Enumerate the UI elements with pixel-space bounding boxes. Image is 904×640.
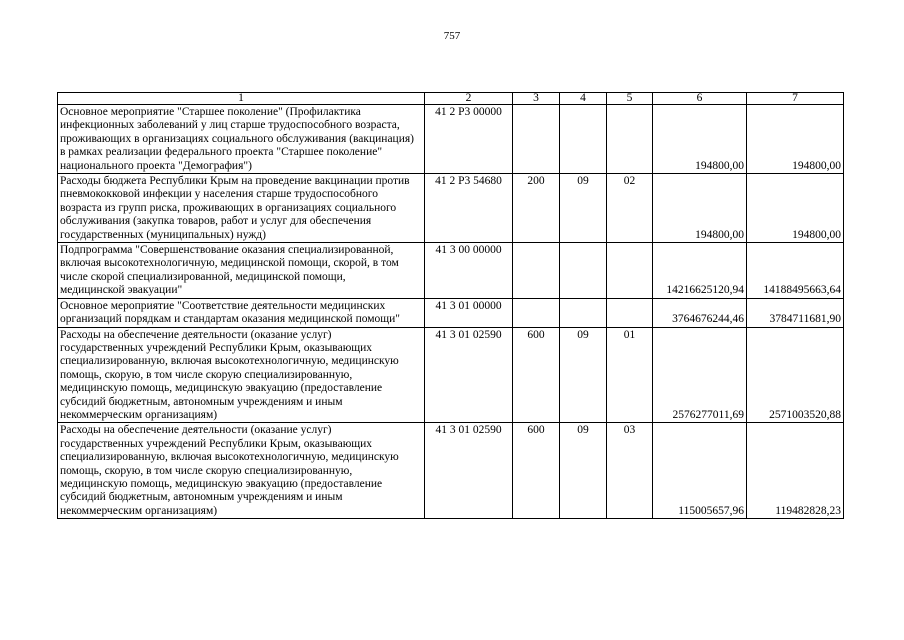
subsection-cell: 01 <box>607 327 653 423</box>
table-row <box>58 298 844 327</box>
item-name-line: Расходы на обеспечение деятельности (оказание услуг) <box>60 328 332 341</box>
subsection-cell: 03 <box>607 423 653 519</box>
item-name-line: специализированную, включая высокотехнологичную, медицинскую <box>60 355 399 368</box>
code-cell: 41 3 01 02590 <box>425 327 513 423</box>
header-cell-5: 5 <box>607 93 653 105</box>
amount-col7-cell: 3784711681,90 <box>747 298 844 327</box>
item-name-line: государственных учреждений Республики Крым, оказывающих <box>60 437 373 450</box>
table-row <box>58 243 844 299</box>
subsection-cell <box>607 105 653 174</box>
item-name-line: Основное мероприятие "Старшее поколение" (Профилактика <box>60 106 361 118</box>
code-cell: 41 3 01 00000 <box>425 298 513 327</box>
header-cell-3: 3 <box>513 93 560 105</box>
item-name-cell <box>58 105 425 174</box>
amount-col6-cell: 194800,00 <box>653 174 747 243</box>
item-name-line: специализированную, включая высокотехнологичную, медицинскую <box>60 451 399 464</box>
section-cell: 09 <box>560 423 607 519</box>
amount-col7-cell: 194800,00 <box>747 105 844 174</box>
item-name-line: субсидий бюджетным, автономным учреждениям и иным <box>60 491 343 504</box>
amount-col6-cell: 2576277011,69 <box>653 327 747 423</box>
amount-col6-cell: 3764676244,46 <box>653 298 747 327</box>
code-cell: 41 3 01 02590 <box>425 423 513 519</box>
item-name-line: пневмококковой инфекции у населения старше трудоспособного <box>60 188 378 201</box>
item-name-line: организаций порядкам и стандартам оказания медицинской помощи" <box>60 313 401 326</box>
item-name-line: возраста из групп риска, проживающих в организациях социального <box>60 201 397 214</box>
section-cell: 09 <box>560 327 607 423</box>
expense-type-cell: 600 <box>513 423 560 519</box>
item-name-cell <box>58 174 425 243</box>
page-number: 757 <box>443 30 461 42</box>
subsection-cell <box>607 243 653 299</box>
section-cell <box>560 105 607 174</box>
subsection-cell <box>607 298 653 327</box>
section-cell <box>560 298 607 327</box>
item-name-cell <box>58 327 425 423</box>
section-cell: 09 <box>560 174 607 243</box>
item-name-line: Расходы на обеспечение деятельности (оказание услуг) <box>60 424 332 437</box>
amount-col6-cell: 14216625120,94 <box>653 243 747 299</box>
table-row <box>58 174 844 243</box>
item-name-cell <box>58 423 425 519</box>
item-name-cell <box>58 243 425 299</box>
item-name-line: инфекционных заболеваний у лиц старше трудоспособного возраста, <box>60 119 400 132</box>
expense-type-cell <box>513 298 560 327</box>
section-cell <box>560 243 607 299</box>
item-name-line: числе скорой специализированной, медицинской помощи, <box>60 270 346 283</box>
header-cell-6: 6 <box>653 93 747 105</box>
item-name-line: субсидий бюджетным, автономным учреждениям и иным <box>60 395 343 408</box>
item-name-line: Расходы бюджета Республики Крым на проведение вакцинации против <box>60 175 410 188</box>
header-cell-4: 4 <box>560 93 607 105</box>
item-name-line: государственных (муниципальных) нужд) <box>60 228 266 241</box>
item-name-line: включая высокотехнологичную, медицинской помощи, скорой, в том <box>60 257 399 270</box>
amount-col6-cell: 194800,00 <box>653 105 747 174</box>
amount-col7-cell: 194800,00 <box>747 174 844 243</box>
item-name-line: национального проекта "Демография") <box>60 159 252 172</box>
item-name-line: медицинской эвакуации" <box>60 284 183 297</box>
item-name-cell <box>58 298 425 327</box>
amount-col7-cell: 14188495663,64 <box>747 243 844 299</box>
code-cell: 41 2 Р3 54680 <box>425 174 513 243</box>
header-cell-2: 2 <box>425 93 513 105</box>
budget-table <box>57 92 844 519</box>
subsection-cell: 02 <box>607 174 653 243</box>
expense-type-cell <box>513 243 560 299</box>
code-cell: 41 2 Р3 00000 <box>425 105 513 174</box>
item-name-line: обслуживания (закупка товаров, работ и услуг для обеспечения <box>60 215 372 228</box>
item-name-line: медицинскую помощь, медицинскую эвакуацию (предоставление <box>60 382 383 395</box>
table-row <box>58 423 844 519</box>
expense-type-cell: 200 <box>513 174 560 243</box>
header-cell-1: 1 <box>58 93 425 105</box>
item-name-line: помощь, скорую, в том числе скорую специализированную, <box>60 368 353 381</box>
item-name-line: государственных учреждений Республики Крым, оказывающих <box>60 341 373 354</box>
amount-col6-cell: 115005657,96 <box>653 423 747 519</box>
table-row <box>58 327 844 423</box>
header-cell-7: 7 <box>747 93 844 105</box>
expense-type-cell <box>513 105 560 174</box>
item-name-line: в рамках реализации федерального проекта "Старшее поколение" <box>60 146 383 159</box>
table-row <box>58 105 844 174</box>
item-name-line: проживающих в организациях социального обслуживания (вакцинация) <box>60 132 414 145</box>
amount-col7-cell: 2571003520,88 <box>747 327 844 423</box>
item-name-line: Основное мероприятие "Соответствие деятельности медицинских <box>60 299 386 312</box>
item-name-line: помощь, скорую, в том числе скорую специализированную, <box>60 464 353 477</box>
table-header-row <box>58 93 844 105</box>
item-name-line: некоммерческим организациям) <box>60 408 218 421</box>
expense-type-cell: 600 <box>513 327 560 423</box>
item-name-line: Подпрограмма "Совершенствование оказания специализированной, <box>60 244 394 257</box>
item-name-line: медицинскую помощь, медицинскую эвакуацию (предоставление <box>60 477 383 490</box>
code-cell: 41 3 00 00000 <box>425 243 513 299</box>
item-name-line: некоммерческим организациям) <box>60 504 218 517</box>
amount-col7-cell: 119482828,23 <box>747 423 844 519</box>
